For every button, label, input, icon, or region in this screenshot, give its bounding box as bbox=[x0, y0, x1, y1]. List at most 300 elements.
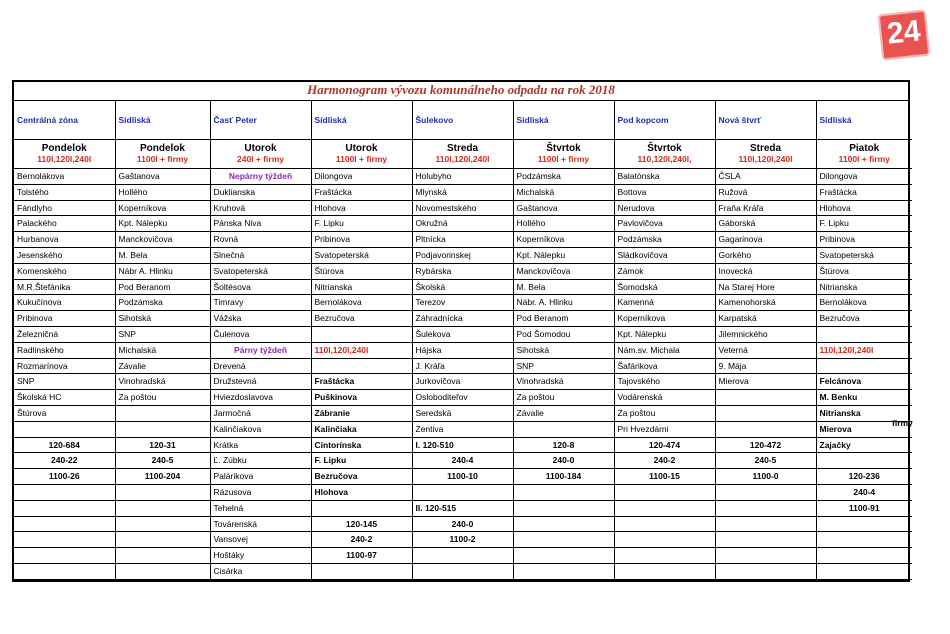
container-sizes: 1100l + firmy bbox=[136, 154, 189, 164]
table-cell: Štúrova bbox=[816, 263, 912, 279]
table-cell: Nám.sv. Michala bbox=[614, 342, 715, 358]
day-header bbox=[14, 140, 115, 169]
table-cell: Kamenohorská bbox=[715, 295, 816, 311]
table-cell: Pribinova bbox=[14, 311, 115, 327]
table-cell bbox=[14, 516, 115, 532]
table-row bbox=[14, 184, 912, 200]
day-header-row bbox=[14, 140, 912, 169]
logo-text: 24 bbox=[885, 14, 923, 51]
day-name: Streda bbox=[446, 143, 479, 154]
table-cell bbox=[816, 326, 912, 342]
table-cell: Krátka bbox=[210, 437, 311, 453]
table-cell bbox=[715, 484, 816, 500]
table-cell: Nitrianska bbox=[816, 405, 912, 421]
table-cell: 1100-91 bbox=[816, 500, 912, 516]
table-cell bbox=[816, 358, 912, 374]
table-cell bbox=[115, 405, 210, 421]
table-cell: 120-474 bbox=[614, 437, 715, 453]
table-row bbox=[14, 169, 912, 185]
table-cell: Záhradnícka bbox=[412, 311, 513, 327]
table-cell bbox=[513, 516, 614, 532]
table-cell: Pri Hvezdárni bbox=[614, 421, 715, 437]
zone-header: Sídliská bbox=[513, 101, 614, 140]
table-row bbox=[14, 532, 912, 548]
table-cell: Pribinova bbox=[816, 232, 912, 248]
table-cell: M.R.Štefánika bbox=[14, 279, 115, 295]
table-cell: Hurbanova bbox=[14, 232, 115, 248]
table-cell: Rybárska bbox=[412, 263, 513, 279]
table-cell: Rázusova bbox=[210, 484, 311, 500]
table-cell: Cisárka bbox=[210, 563, 311, 579]
table-cell: Puškinova bbox=[311, 390, 412, 406]
table-cell: Závalie bbox=[513, 405, 614, 421]
table-cell bbox=[816, 563, 912, 579]
table-cell bbox=[614, 532, 715, 548]
table-cell: Pltnícka bbox=[412, 232, 513, 248]
table-cell bbox=[715, 563, 816, 579]
table-cell: Tehelná bbox=[210, 500, 311, 516]
table-cell: Podzámska bbox=[115, 295, 210, 311]
table-cell: Podjavorinskej bbox=[412, 247, 513, 263]
table-cell: II. 120-515 bbox=[412, 500, 513, 516]
table-cell bbox=[816, 516, 912, 532]
table-cell: Nitrianska bbox=[311, 279, 412, 295]
table-cell: Dilongova bbox=[311, 169, 412, 185]
table-row bbox=[14, 342, 912, 358]
table-cell: 1100-2 bbox=[412, 532, 513, 548]
day-header bbox=[614, 140, 715, 169]
table-cell: SNP bbox=[513, 358, 614, 374]
table-cell: Bottova bbox=[614, 184, 715, 200]
table-cell bbox=[513, 532, 614, 548]
table-cell: 1100-184 bbox=[513, 469, 614, 485]
table-cell: 240-5 bbox=[715, 453, 816, 469]
table-cell: Zentiva bbox=[412, 421, 513, 437]
table-cell bbox=[816, 532, 912, 548]
table-cell: Bernolákova bbox=[311, 295, 412, 311]
table-cell: Družstevná bbox=[210, 374, 311, 390]
table-cell: Michalská bbox=[513, 184, 614, 200]
table-cell: Za poštou bbox=[513, 390, 614, 406]
table-cell: Pribinova bbox=[311, 232, 412, 248]
table-cell bbox=[14, 421, 115, 437]
table-cell: Hviezdoslavova bbox=[210, 390, 311, 406]
table-row bbox=[14, 500, 912, 516]
table-cell: 240-4 bbox=[412, 453, 513, 469]
table-cell bbox=[115, 563, 210, 579]
table-cell: Svatopeterská bbox=[311, 247, 412, 263]
table-cell: Felcánova bbox=[816, 374, 912, 390]
table-cell: Na Starej Hore bbox=[715, 279, 816, 295]
table-cell: Veterná bbox=[715, 342, 816, 358]
table-cell bbox=[115, 548, 210, 564]
table-cell: Hájska bbox=[412, 342, 513, 358]
table-cell bbox=[311, 358, 412, 374]
table-cell: Mierova bbox=[715, 374, 816, 390]
table-cell: Tajovského bbox=[614, 374, 715, 390]
table-cell: Duklianska bbox=[210, 184, 311, 200]
table-cell: Kruhová bbox=[210, 200, 311, 216]
table-cell: Timravy bbox=[210, 295, 311, 311]
table-cell: Kpt. Nálepku bbox=[115, 216, 210, 232]
table-cell: Nepárny týždeň bbox=[210, 169, 311, 185]
table-cell: Gaštanova bbox=[115, 169, 210, 185]
schedule-sheet bbox=[12, 80, 910, 582]
zone-header: Šulekovo bbox=[412, 101, 513, 140]
table-cell: I. 120-510 bbox=[412, 437, 513, 453]
table-cell: Štúrova bbox=[311, 263, 412, 279]
container-sizes: 110l,120l,240l bbox=[435, 154, 490, 164]
table-cell: Rovná bbox=[210, 232, 311, 248]
table-cell: Sihotská bbox=[115, 311, 210, 327]
table-cell: Fándlyho bbox=[14, 200, 115, 216]
table-cell: 240-0 bbox=[513, 453, 614, 469]
container-sizes: 110l,120l,240l bbox=[37, 154, 92, 164]
table-cell: Podzámska bbox=[513, 169, 614, 185]
table-cell: Za poštou bbox=[115, 390, 210, 406]
table-cell bbox=[614, 484, 715, 500]
zone-header: Nová štvrť bbox=[715, 101, 816, 140]
table-cell: Bezručova bbox=[816, 311, 912, 327]
table-cell bbox=[614, 500, 715, 516]
container-sizes: 240l + firmy bbox=[236, 154, 284, 164]
table-row bbox=[14, 484, 912, 500]
table-cell: Gorkého bbox=[715, 247, 816, 263]
table-cell: Michalská bbox=[115, 342, 210, 358]
table-row bbox=[14, 279, 912, 295]
table-cell: 1100-10 bbox=[412, 469, 513, 485]
table-cell bbox=[115, 500, 210, 516]
table-cell: Okružná bbox=[412, 216, 513, 232]
table-row bbox=[14, 453, 912, 469]
table-cell: Školská HC bbox=[14, 390, 115, 406]
table-cell: Manckovičova bbox=[513, 263, 614, 279]
container-sizes: 1100l + firmy bbox=[537, 154, 590, 164]
table-cell: Dilongova bbox=[816, 169, 912, 185]
table-cell: Palackého bbox=[14, 216, 115, 232]
table-cell: Pod Beranom bbox=[115, 279, 210, 295]
table-cell: Za poštou bbox=[614, 405, 715, 421]
table-cell: Hollého bbox=[513, 216, 614, 232]
table-row bbox=[14, 563, 912, 579]
table-cell: Gaštanova bbox=[513, 200, 614, 216]
table-row bbox=[14, 311, 912, 327]
table-cell: Karpatská bbox=[715, 311, 816, 327]
table-cell bbox=[715, 548, 816, 564]
table-cell: Terezov bbox=[412, 295, 513, 311]
day-name: Pondelok bbox=[41, 143, 87, 154]
table-cell: Vodárenská bbox=[614, 390, 715, 406]
table-row bbox=[14, 326, 912, 342]
table-cell: Vinohradská bbox=[513, 374, 614, 390]
table-cell: Vážska bbox=[210, 311, 311, 327]
table-cell: Zajačky bbox=[816, 437, 912, 453]
table-cell: Šoltésova bbox=[210, 279, 311, 295]
zone-header: Sídliská bbox=[115, 101, 210, 140]
table-row bbox=[14, 263, 912, 279]
table-cell: Školská bbox=[412, 279, 513, 295]
page-title: Harmonogram vývozu komunálneho odpadu na rok 2018 bbox=[14, 82, 908, 101]
table-cell: Kalinčiaka bbox=[311, 421, 412, 437]
table-cell: 240-2 bbox=[311, 532, 412, 548]
table-cell bbox=[715, 532, 816, 548]
table-cell bbox=[412, 563, 513, 579]
table-cell: Jesenského bbox=[14, 247, 115, 263]
table-row bbox=[14, 295, 912, 311]
day-name: Pondelok bbox=[139, 143, 185, 154]
table-cell: Manckovičova bbox=[115, 232, 210, 248]
table-cell bbox=[816, 453, 912, 469]
table-cell: Šafárikova bbox=[614, 358, 715, 374]
table-cell bbox=[115, 421, 210, 437]
zone-header: Pod kopcom bbox=[614, 101, 715, 140]
table-cell: Bernolákova bbox=[14, 169, 115, 185]
table-cell: 9. Mája bbox=[715, 358, 816, 374]
zone-header-row bbox=[14, 101, 912, 140]
table-cell bbox=[311, 500, 412, 516]
table-cell bbox=[614, 516, 715, 532]
table-cell: Vinohradská bbox=[115, 374, 210, 390]
table-row bbox=[14, 216, 912, 232]
table-cell bbox=[14, 548, 115, 564]
table-cell: Kamenná bbox=[614, 295, 715, 311]
table-cell bbox=[115, 516, 210, 532]
table-cell: 240-2 bbox=[614, 453, 715, 469]
table-cell: Pod Šomodou bbox=[513, 326, 614, 342]
zone-header: Sídliská bbox=[311, 101, 412, 140]
day-name: Utorok bbox=[345, 143, 378, 154]
table-cell: Bernolákova bbox=[816, 295, 912, 311]
table-cell: Nitrianska bbox=[816, 279, 912, 295]
table-cell: Sládkovičova bbox=[614, 247, 715, 263]
table-cell: M. Benku bbox=[816, 390, 912, 406]
table-cell: Koperníkova bbox=[614, 311, 715, 327]
table-row bbox=[14, 437, 912, 453]
table-cell: SNP bbox=[115, 326, 210, 342]
table-cell: Fraňa Kráľa bbox=[715, 200, 816, 216]
table-cell: Pavlovičova bbox=[614, 216, 715, 232]
day-name: Streda bbox=[749, 143, 782, 154]
table-cell: Zámok bbox=[614, 263, 715, 279]
table-cell: Šomodská bbox=[614, 279, 715, 295]
table-row bbox=[14, 405, 912, 421]
table-cell: 1100-0 bbox=[715, 469, 816, 485]
table-row bbox=[14, 232, 912, 248]
day-name: Štvrtok bbox=[647, 143, 682, 154]
table-cell bbox=[715, 500, 816, 516]
table-cell: Nábr. A. Hlinku bbox=[513, 295, 614, 311]
table-cell: Kpt. Nálepku bbox=[513, 247, 614, 263]
table-cell: Holubyho bbox=[412, 169, 513, 185]
day-header bbox=[210, 140, 311, 169]
table-cell: Vansovej bbox=[210, 532, 311, 548]
table-cell: Párny týždeň bbox=[210, 342, 311, 358]
table-cell bbox=[513, 548, 614, 564]
table-cell: Slnečná bbox=[210, 247, 311, 263]
table-cell bbox=[115, 532, 210, 548]
container-sizes: 110l,120l,240l bbox=[738, 154, 793, 164]
table-cell: Nábr A. Hlinku bbox=[115, 263, 210, 279]
table-cell bbox=[715, 421, 816, 437]
table-cell: Hoštáky bbox=[210, 548, 311, 564]
table-cell bbox=[715, 516, 816, 532]
day-header bbox=[412, 140, 513, 169]
table-row bbox=[14, 358, 912, 374]
table-cell: 120-472 bbox=[715, 437, 816, 453]
table-cell: Bezručova bbox=[311, 311, 412, 327]
table-cell bbox=[715, 405, 816, 421]
table-cell: Koperníkova bbox=[115, 200, 210, 216]
table-cell: 1100-204 bbox=[115, 469, 210, 485]
table-cell: Ľ. Zúbku bbox=[210, 453, 311, 469]
table-cell: 120-145 bbox=[311, 516, 412, 532]
table-cell: Čulenova bbox=[210, 326, 311, 342]
table-cell bbox=[311, 326, 412, 342]
table-cell: Jurkovičova bbox=[412, 374, 513, 390]
table-cell: Fraštácka bbox=[311, 374, 412, 390]
container-sizes: 1100l + firmy bbox=[838, 154, 890, 164]
table-cell: Hlohova bbox=[816, 200, 912, 216]
table-cell bbox=[513, 500, 614, 516]
table-row bbox=[14, 390, 912, 406]
portal-logo bbox=[878, 10, 931, 61]
zone-header: Časť Peter bbox=[210, 101, 311, 140]
table-cell: Továrenská bbox=[210, 516, 311, 532]
table-cell: F. Lipku bbox=[311, 216, 412, 232]
table-cell: Sihotská bbox=[513, 342, 614, 358]
table-cell: Ružová bbox=[715, 184, 816, 200]
table-row bbox=[14, 421, 912, 437]
table-cell bbox=[14, 500, 115, 516]
table-cell: ČSLA bbox=[715, 169, 816, 185]
container-sizes: 110,120l,240l, bbox=[637, 154, 692, 164]
zone-header: Centrálná zóna bbox=[14, 101, 115, 140]
side-note: firmy bbox=[892, 418, 913, 428]
table-row bbox=[14, 516, 912, 532]
table-cell: Závalie bbox=[115, 358, 210, 374]
table-cell bbox=[513, 421, 614, 437]
table-cell: 120-236 bbox=[816, 469, 912, 485]
table-cell: Koperníkova bbox=[513, 232, 614, 248]
table-cell: Komenského bbox=[14, 263, 115, 279]
table-cell: 120-31 bbox=[115, 437, 210, 453]
table-cell: Novomestského bbox=[412, 200, 513, 216]
table-cell: Balatónska bbox=[614, 169, 715, 185]
table-cell: Kpt. Nálepku bbox=[614, 326, 715, 342]
table-cell: Svatopeterská bbox=[816, 247, 912, 263]
table-cell: Seredská bbox=[412, 405, 513, 421]
table-cell: Palárikova bbox=[210, 469, 311, 485]
table-cell: Mlynská bbox=[412, 184, 513, 200]
table-cell bbox=[412, 484, 513, 500]
table-cell: Železničná bbox=[14, 326, 115, 342]
table-cell bbox=[513, 563, 614, 579]
table-cell: Zábranie bbox=[311, 405, 412, 421]
table-cell: Hollého bbox=[115, 184, 210, 200]
table-cell: 110l,120l,240l bbox=[816, 342, 912, 358]
day-header bbox=[311, 140, 412, 169]
table-row bbox=[14, 200, 912, 216]
schedule-table bbox=[14, 101, 912, 580]
table-cell bbox=[715, 390, 816, 406]
table-cell bbox=[513, 484, 614, 500]
table-cell: 1100-15 bbox=[614, 469, 715, 485]
table-cell: Rozmarínova bbox=[14, 358, 115, 374]
table-cell: Fraštácka bbox=[816, 184, 912, 200]
zone-header: Sídliská bbox=[816, 101, 912, 140]
table-cell: Inovecká bbox=[715, 263, 816, 279]
table-cell: Štúrova bbox=[14, 405, 115, 421]
table-cell bbox=[14, 484, 115, 500]
table-cell: Kalinčiakova bbox=[210, 421, 311, 437]
day-header bbox=[715, 140, 816, 169]
table-cell: Hlohova bbox=[311, 200, 412, 216]
table-row bbox=[14, 469, 912, 485]
table-cell: 120-684 bbox=[14, 437, 115, 453]
container-sizes: 1100l + firmy bbox=[335, 154, 388, 164]
table-cell: J. Kráľa bbox=[412, 358, 513, 374]
table-cell: 240-4 bbox=[816, 484, 912, 500]
table-cell: Pod Beranom bbox=[513, 311, 614, 327]
day-header bbox=[115, 140, 210, 169]
table-cell: Drevená bbox=[210, 358, 311, 374]
table-cell: 120-8 bbox=[513, 437, 614, 453]
table-cell bbox=[115, 484, 210, 500]
table-cell: Šulekova bbox=[412, 326, 513, 342]
table-cell: SNP bbox=[14, 374, 115, 390]
table-cell: 1100-97 bbox=[311, 548, 412, 564]
table-cell: Podzámska bbox=[614, 232, 715, 248]
table-cell: Bezručova bbox=[311, 469, 412, 485]
table-cell: Kukučínova bbox=[14, 295, 115, 311]
table-cell: Hlohova bbox=[311, 484, 412, 500]
table-cell bbox=[614, 548, 715, 564]
table-cell: Cintorínska bbox=[311, 437, 412, 453]
table-cell: Mierova bbox=[816, 421, 912, 437]
table-cell: 240-0 bbox=[412, 516, 513, 532]
table-cell bbox=[311, 563, 412, 579]
table-row bbox=[14, 548, 912, 564]
table-cell: F. Lipku bbox=[311, 453, 412, 469]
table-cell bbox=[816, 548, 912, 564]
table-cell: Nerudova bbox=[614, 200, 715, 216]
table-cell: 110l,120l,240l bbox=[311, 342, 412, 358]
table-cell: Jarmočná bbox=[210, 405, 311, 421]
table-cell: M. Bela bbox=[513, 279, 614, 295]
day-name: Piatok bbox=[849, 143, 880, 154]
table-cell: F. Lipku bbox=[816, 216, 912, 232]
table-cell: Osloboditeľov bbox=[412, 390, 513, 406]
table-row bbox=[14, 374, 912, 390]
table-cell bbox=[14, 532, 115, 548]
table-cell: 240-22 bbox=[14, 453, 115, 469]
table-cell: Gagarinova bbox=[715, 232, 816, 248]
table-cell: Radlinského bbox=[14, 342, 115, 358]
table-cell bbox=[14, 563, 115, 579]
day-header bbox=[513, 140, 614, 169]
table-cell: Gáborská bbox=[715, 216, 816, 232]
table-cell: 240-5 bbox=[115, 453, 210, 469]
table-cell: Jilemnického bbox=[715, 326, 816, 342]
table-cell: Fraštácka bbox=[311, 184, 412, 200]
table-cell bbox=[412, 548, 513, 564]
table-cell bbox=[614, 563, 715, 579]
day-name: Utorok bbox=[244, 143, 277, 154]
day-header bbox=[816, 140, 912, 169]
day-name: Štvrtok bbox=[546, 143, 581, 154]
table-cell: 1100-26 bbox=[14, 469, 115, 485]
table-cell: Pánska Niva bbox=[210, 216, 311, 232]
